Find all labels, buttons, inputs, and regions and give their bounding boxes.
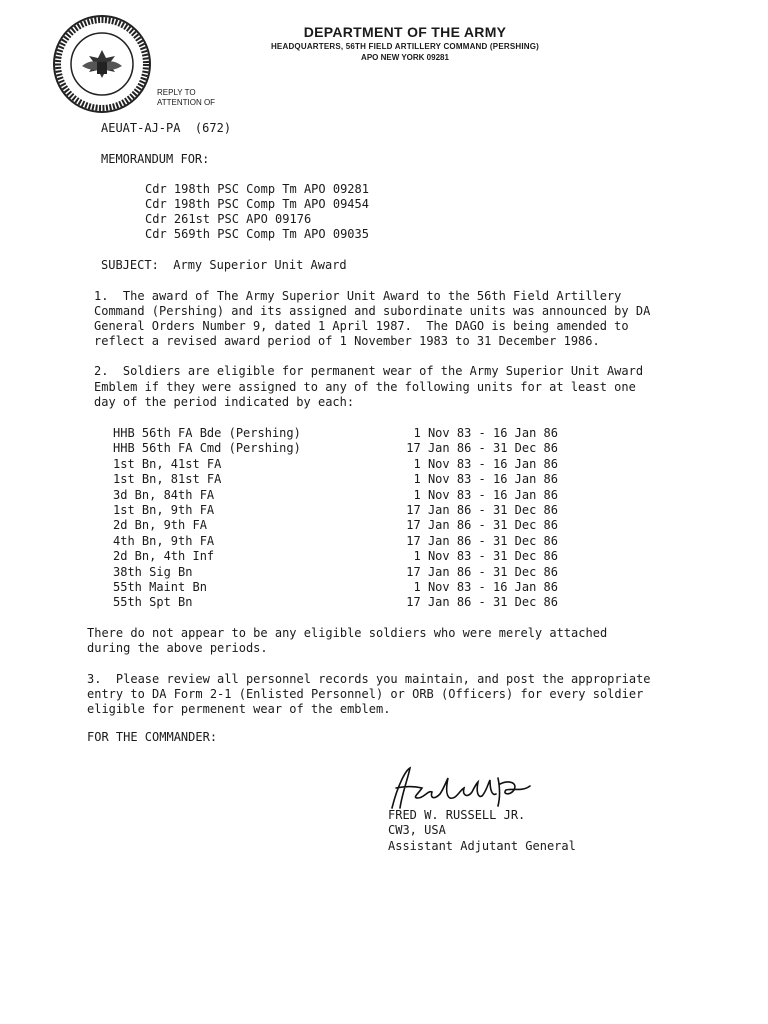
addressee: Cdr 198th PSC Comp Tm APO 09454 bbox=[145, 197, 369, 211]
unit-period: 17 Jan 86 - 31 Dec 86 bbox=[406, 595, 558, 610]
paragraph-3-line: entry to DA Form 2-1 (Enlisted Personnel) or ORB (Officers) for every soldier bbox=[87, 687, 644, 701]
unit-period: 17 Jan 86 - 31 Dec 86 bbox=[406, 564, 558, 579]
memorandum-for: MEMORANDUM FOR: bbox=[101, 152, 210, 166]
unit-period: 1 Nov 83 - 16 Jan 86 bbox=[413, 579, 558, 594]
reply-to-label bbox=[157, 88, 215, 108]
paragraph-1-line: reflect a revised award period of 1 November 1983 to 31 December 1986. bbox=[94, 334, 600, 348]
signer-name: FRED W. RUSSELL JR. bbox=[388, 808, 526, 822]
department-seal-icon bbox=[52, 14, 152, 114]
unit-period: 1 Nov 83 - 31 Dec 86 bbox=[413, 549, 558, 564]
reply-to-line: REPLY TO bbox=[157, 88, 196, 97]
unit-name: 1st Bn, 41st FA bbox=[113, 456, 222, 471]
letterhead-subtitle: HEADQUARTERS, 56TH FIELD ARTILLERY COMMAND (PERSHING) bbox=[270, 42, 540, 51]
paragraph-2-line: 2. Soldiers are eligible for permanent wear of the Army Superior Unit Award bbox=[94, 364, 644, 378]
paragraph-2-line: day of the period indicated by each: bbox=[94, 395, 355, 409]
letterhead-title: DEPARTMENT OF THE ARMY bbox=[303, 24, 507, 40]
unit-period: 1 Nov 83 - 16 Jan 86 bbox=[413, 456, 558, 471]
signer-title: Assistant Adjutant General bbox=[388, 839, 576, 853]
attached-note-line: during the above periods. bbox=[87, 641, 268, 655]
unit-name: 2d Bn, 4th Inf bbox=[113, 549, 215, 564]
signer-rank: CW3, USA bbox=[388, 823, 446, 837]
paragraph-1-line: General Orders Number 9, dated 1 April 1987. The DAGO is being amended to bbox=[94, 319, 629, 333]
unit-period: 17 Jan 86 - 31 Dec 86 bbox=[406, 533, 558, 548]
unit-name: 4th Bn, 9th FA bbox=[113, 533, 215, 548]
office-symbol: AEUAT-AJ-PA (672) bbox=[101, 121, 232, 135]
unit-period: 17 Jan 86 - 31 Dec 86 bbox=[406, 441, 558, 456]
unit-period: 1 Nov 83 - 16 Jan 86 bbox=[413, 472, 558, 487]
paragraph-3-line: 3. Please review all personnel records you maintain, and post the appropriate bbox=[87, 672, 651, 686]
unit-period: 1 Nov 83 - 16 Jan 86 bbox=[413, 487, 558, 502]
for-the-commander: FOR THE COMMANDER: bbox=[87, 730, 218, 744]
unit-name: 2d Bn, 9th FA bbox=[113, 518, 207, 533]
paragraph-3-line: eligible for permenent wear of the emblem. bbox=[87, 702, 391, 716]
handwritten-signature bbox=[388, 764, 538, 814]
addressee: Cdr 261st PSC APO 09176 bbox=[145, 212, 312, 226]
unit-name: 55th Maint Bn bbox=[113, 579, 207, 594]
unit-name: 55th Spt Bn bbox=[113, 595, 193, 610]
unit-period: 1 Nov 83 - 16 Jan 86 bbox=[413, 426, 558, 440]
unit-name: HHB 56th FA Cmd (Pershing) bbox=[113, 441, 301, 456]
letterhead-apo: APO NEW YORK 09281 bbox=[361, 53, 449, 62]
paragraph-2-line: Emblem if they were assigned to any of the following units for at least one bbox=[94, 380, 636, 394]
subject-line: SUBJECT: Army Superior Unit Award bbox=[101, 258, 347, 272]
attention-of-line: ATTENTION OF bbox=[157, 98, 216, 107]
unit-period: 17 Jan 86 - 31 Dec 86 bbox=[406, 502, 558, 517]
units-column bbox=[113, 426, 301, 611]
attached-note-line: There do not appear to be any eligible soldiers who were merely attached bbox=[87, 626, 608, 640]
unit-name: 1st Bn, 81st FA bbox=[113, 472, 222, 487]
unit-name: HHB 56th FA Bde (Pershing) bbox=[113, 426, 301, 440]
addressee: Cdr 569th PSC Comp Tm APO 09035 bbox=[145, 227, 369, 241]
paragraph-1-line: 1. The award of The Army Superior Unit Award to the 56th Field Artillery bbox=[94, 289, 622, 303]
periods-column bbox=[395, 426, 558, 611]
unit-period: 17 Jan 86 - 31 Dec 86 bbox=[406, 518, 558, 533]
unit-name: 3d Bn, 84th FA bbox=[113, 487, 215, 502]
unit-name: 1st Bn, 9th FA bbox=[113, 502, 215, 517]
addressee: Cdr 198th PSC Comp Tm APO 09281 bbox=[145, 182, 369, 196]
unit-name: 38th Sig Bn bbox=[113, 564, 193, 579]
paragraph-1-line: Command (Pershing) and its assigned and subordinate units was announced by DA bbox=[94, 304, 651, 318]
